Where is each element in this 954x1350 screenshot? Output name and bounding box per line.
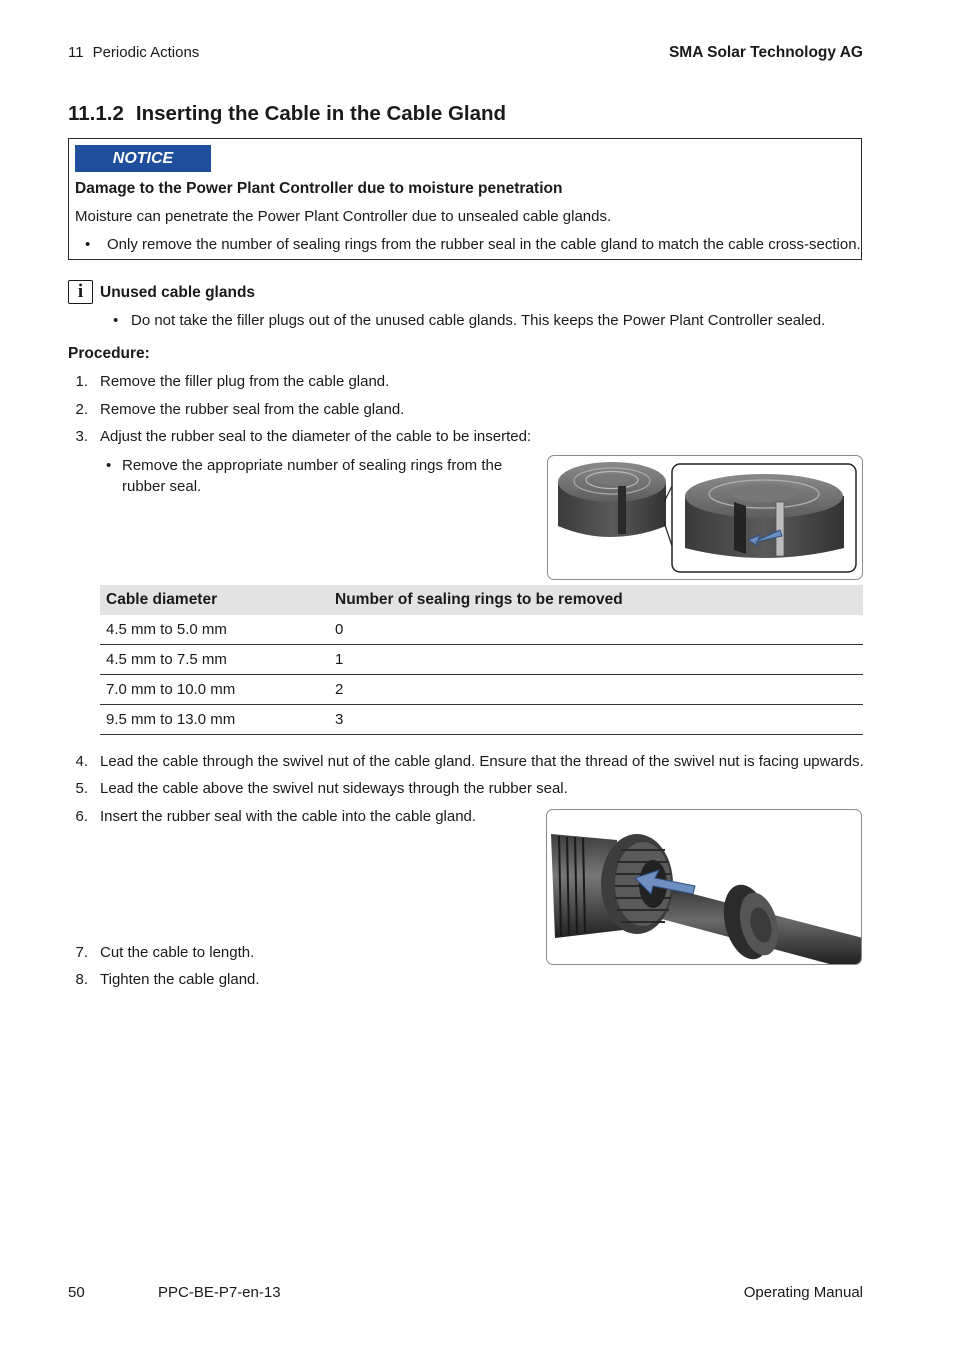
bullet-dot: • [113,312,119,329]
table-header-row [100,585,863,615]
procedure-step [68,753,864,770]
table-row [100,645,863,675]
notice-bullet-text: Only remove the number of sealing rings from the rubber seal in the cable gland to match the cable cross-section. [107,236,861,253]
step3-bullet-text: Remove the appropriate number of sealing rings from the rubber seal. [122,457,503,495]
procedure-step [68,373,389,390]
procedure-step [68,944,254,961]
document-type: Operating Manual [743,1284,863,1301]
step-text: Tighten the cable gland. [100,971,260,988]
section-title-text: Inserting the Cable in the Cable Gland [135,102,507,125]
step-text: Cut the cable to length. [100,944,255,961]
step3-bullet [106,455,526,497]
step-text: Remove the rubber seal from the cable gland. [100,401,405,418]
page-number: 50 [68,1284,85,1301]
company-name: SMA Solar Technology AG [668,44,863,61]
table-row [100,705,863,735]
table-cell: 4.5 mm to 5.0 mm [100,615,329,645]
bullet-dot: • [106,457,112,474]
step-number: 1. [75,373,88,390]
table-row [100,675,863,705]
page-header-chapter [68,44,199,61]
notice-bullet [85,236,861,253]
document-id: PPC-BE-P7-en-13 [158,1284,281,1301]
cable-gland-illustration [547,810,862,965]
step-number: 5. [75,780,88,797]
table-cell: 7.0 mm to 10.0 mm [100,675,329,705]
table-cell: 4.5 mm to 7.5 mm [100,645,329,675]
step-number: 2. [75,401,88,418]
table-cell: 3 [329,705,863,735]
section-title [68,102,506,126]
sealing-rings-table [100,585,863,735]
chapter-number: 11 [68,44,84,61]
info-bullet-text: Do not take the filler plugs out of the unused cable glands. This keeps the Power Plant Controller sealed. [131,312,826,329]
notice-badge: NOTICE [75,145,211,172]
step-text: Lead the cable through the swivel nut of the cable gland. Ensure that the thread of the swivel nut is facing upwards. [100,753,864,770]
step-text: Lead the cable above the swivel nut sideways through the rubber seal. [100,780,568,797]
procedure-step [68,971,260,988]
table-cell: 1 [329,645,863,675]
table-header-cell: Cable diameter [100,585,329,615]
section-number: 11.1.2 [68,102,124,125]
notice-box [68,138,862,260]
step-text: Remove the filler plug from the cable gland. [100,373,390,390]
cable-gland-figure [546,809,862,965]
table-cell: 2 [329,675,863,705]
table-cell: 0 [329,615,863,645]
table-row [100,615,863,645]
chapter-title: Periodic Actions [92,44,200,61]
procedure-label: Procedure: [68,345,150,362]
step-text: Adjust the rubber seal to the diameter of the cable to be inserted: [100,428,532,445]
bullet-dot: • [85,236,91,253]
table-cell: 9.5 mm to 13.0 mm [100,705,329,735]
procedure-step [68,401,404,418]
info-bullet [113,312,825,329]
step-number: 7. [75,944,88,961]
notice-text: Moisture can penetrate the Power Plant Controller due to unsealed cable glands. [75,208,612,225]
rubber-seal-figure [547,455,863,580]
step-number: 8. [75,971,88,988]
table-header-cell: Number of sealing rings to be removed [329,585,863,615]
step-number: 6. [75,808,88,825]
step-number: 4. [75,753,88,770]
info-icon: i [68,280,93,304]
step-number: 3. [75,428,88,445]
procedure-step [68,780,568,797]
notice-heading: Damage to the Power Plant Controller due to moisture penetration [75,180,563,197]
step-text: Insert the rubber seal with the cable into the cable gland. [100,808,477,825]
procedure-step [68,428,531,445]
procedure-step [68,808,476,825]
info-title: Unused cable glands [100,284,256,301]
rubber-seal-illustration [548,456,863,580]
